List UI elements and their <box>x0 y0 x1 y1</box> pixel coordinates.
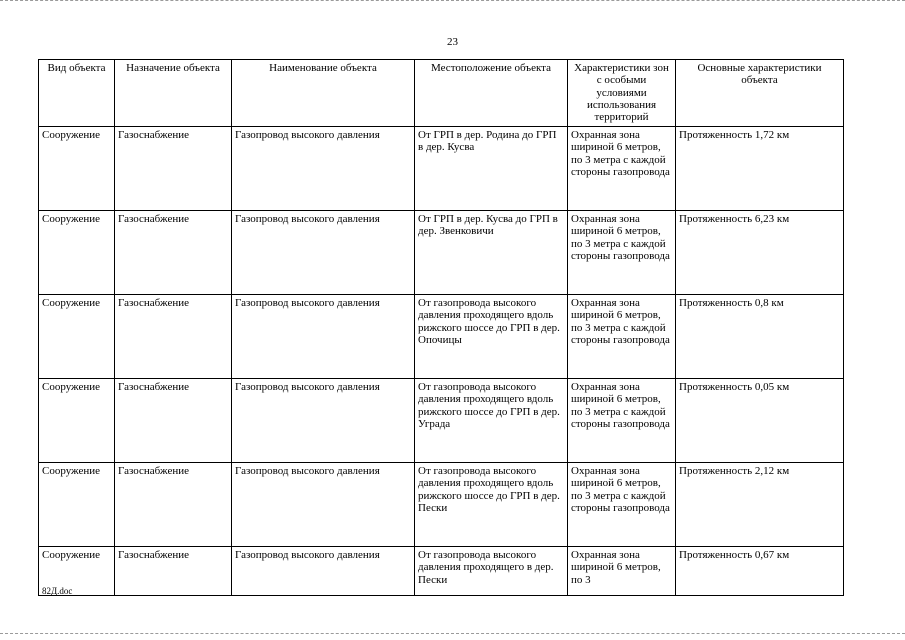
cell-object-location: От ГРП в дер. Кусва до ГРП в дер. Звенковичи <box>415 211 568 295</box>
cell-object-name: Газопровод высокого давления <box>232 463 415 547</box>
cell-object-location: От газопровода высокого давления проходящего в дер. Пески <box>415 547 568 596</box>
cell-zone-characteristics: Охранная зона шириной 6 метров, по 3 метра с каждой стороны газопровода <box>568 127 676 211</box>
header-object-purpose: Назначение объекта <box>115 60 232 127</box>
cell-main-characteristics: Протяженность 2,12 км <box>676 463 844 547</box>
cell-object-name: Газопровод высокого давления <box>232 295 415 379</box>
cell-zone-characteristics: Охранная зона шириной 6 метров, по 3 метра с каждой стороны газопровода <box>568 463 676 547</box>
cell-object-type: Сооружение <box>39 379 115 463</box>
table-row <box>39 295 844 379</box>
table-row <box>39 127 844 211</box>
cell-zone-characteristics: Охранная зона шириной 6 метров, по 3 метра с каждой стороны газопровода <box>568 295 676 379</box>
cell-zone-characteristics: Охранная зона шириной 6 метров, по 3 метра с каждой стороны газопровода <box>568 211 676 295</box>
cell-object-purpose: Газоснабжение <box>115 295 232 379</box>
footer-filename: 82Д.doc <box>42 586 73 596</box>
cell-object-type: Сооружение <box>39 463 115 547</box>
cell-object-type: Сооружение <box>39 547 115 596</box>
cell-object-location: От газопровода высокого давления проходящего вдоль рижского шоссе до ГРП в дер. Уграда <box>415 379 568 463</box>
scan-edge-bottom <box>0 633 905 636</box>
cell-main-characteristics: Протяженность 1,72 км <box>676 127 844 211</box>
header-object-name: Наименование объекта <box>232 60 415 127</box>
cell-object-name: Газопровод высокого давления <box>232 211 415 295</box>
table-header-row <box>39 60 844 127</box>
header-object-type: Вид объекта <box>39 60 115 127</box>
page-number: 23 <box>447 36 458 48</box>
objects-table <box>38 59 844 596</box>
cell-object-type: Сооружение <box>39 295 115 379</box>
cell-object-location: От газопровода высокого давления проходящего вдоль рижского шоссе до ГРП в дер. Пески <box>415 463 568 547</box>
cell-main-characteristics: Протяженность 0,8 км <box>676 295 844 379</box>
cell-object-purpose: Газоснабжение <box>115 463 232 547</box>
cell-object-purpose: Газоснабжение <box>115 127 232 211</box>
header-object-location: Местоположение объекта <box>415 60 568 127</box>
cell-main-characteristics: Протяженность 6,23 км <box>676 211 844 295</box>
cell-zone-characteristics: Охранная зона шириной 6 метров, по 3 метра с каждой стороны газопровода <box>568 379 676 463</box>
table-row <box>39 547 844 596</box>
cell-object-purpose: Газоснабжение <box>115 379 232 463</box>
table-row <box>39 463 844 547</box>
cell-object-purpose: Газоснабжение <box>115 547 232 596</box>
cell-object-name: Газопровод высокого давления <box>232 379 415 463</box>
cell-object-type: Сооружение <box>39 127 115 211</box>
table-row <box>39 211 844 295</box>
header-zone-characteristics: Характеристики зон с особыми условиями использования территорий <box>568 60 676 127</box>
cell-object-name: Газопровод высокого давления <box>232 547 415 596</box>
cell-main-characteristics: Протяженность 0,67 км <box>676 547 844 596</box>
cell-object-location: От ГРП в дер. Родина до ГРП в дер. Кусва <box>415 127 568 211</box>
cell-object-type: Сооружение <box>39 211 115 295</box>
table-row <box>39 379 844 463</box>
cell-main-characteristics: Протяженность 0,05 км <box>676 379 844 463</box>
header-main-characteristics: Основные характеристики объекта <box>676 60 844 127</box>
scan-edge-top <box>0 0 905 3</box>
cell-zone-characteristics: Охранная зона шириной 6 метров, по 3 <box>568 547 676 596</box>
cell-object-location: От газопровода высокого давления проходящего вдоль рижского шоссе до ГРП в дер. Опочицы <box>415 295 568 379</box>
cell-object-name: Газопровод высокого давления <box>232 127 415 211</box>
cell-object-purpose: Газоснабжение <box>115 211 232 295</box>
